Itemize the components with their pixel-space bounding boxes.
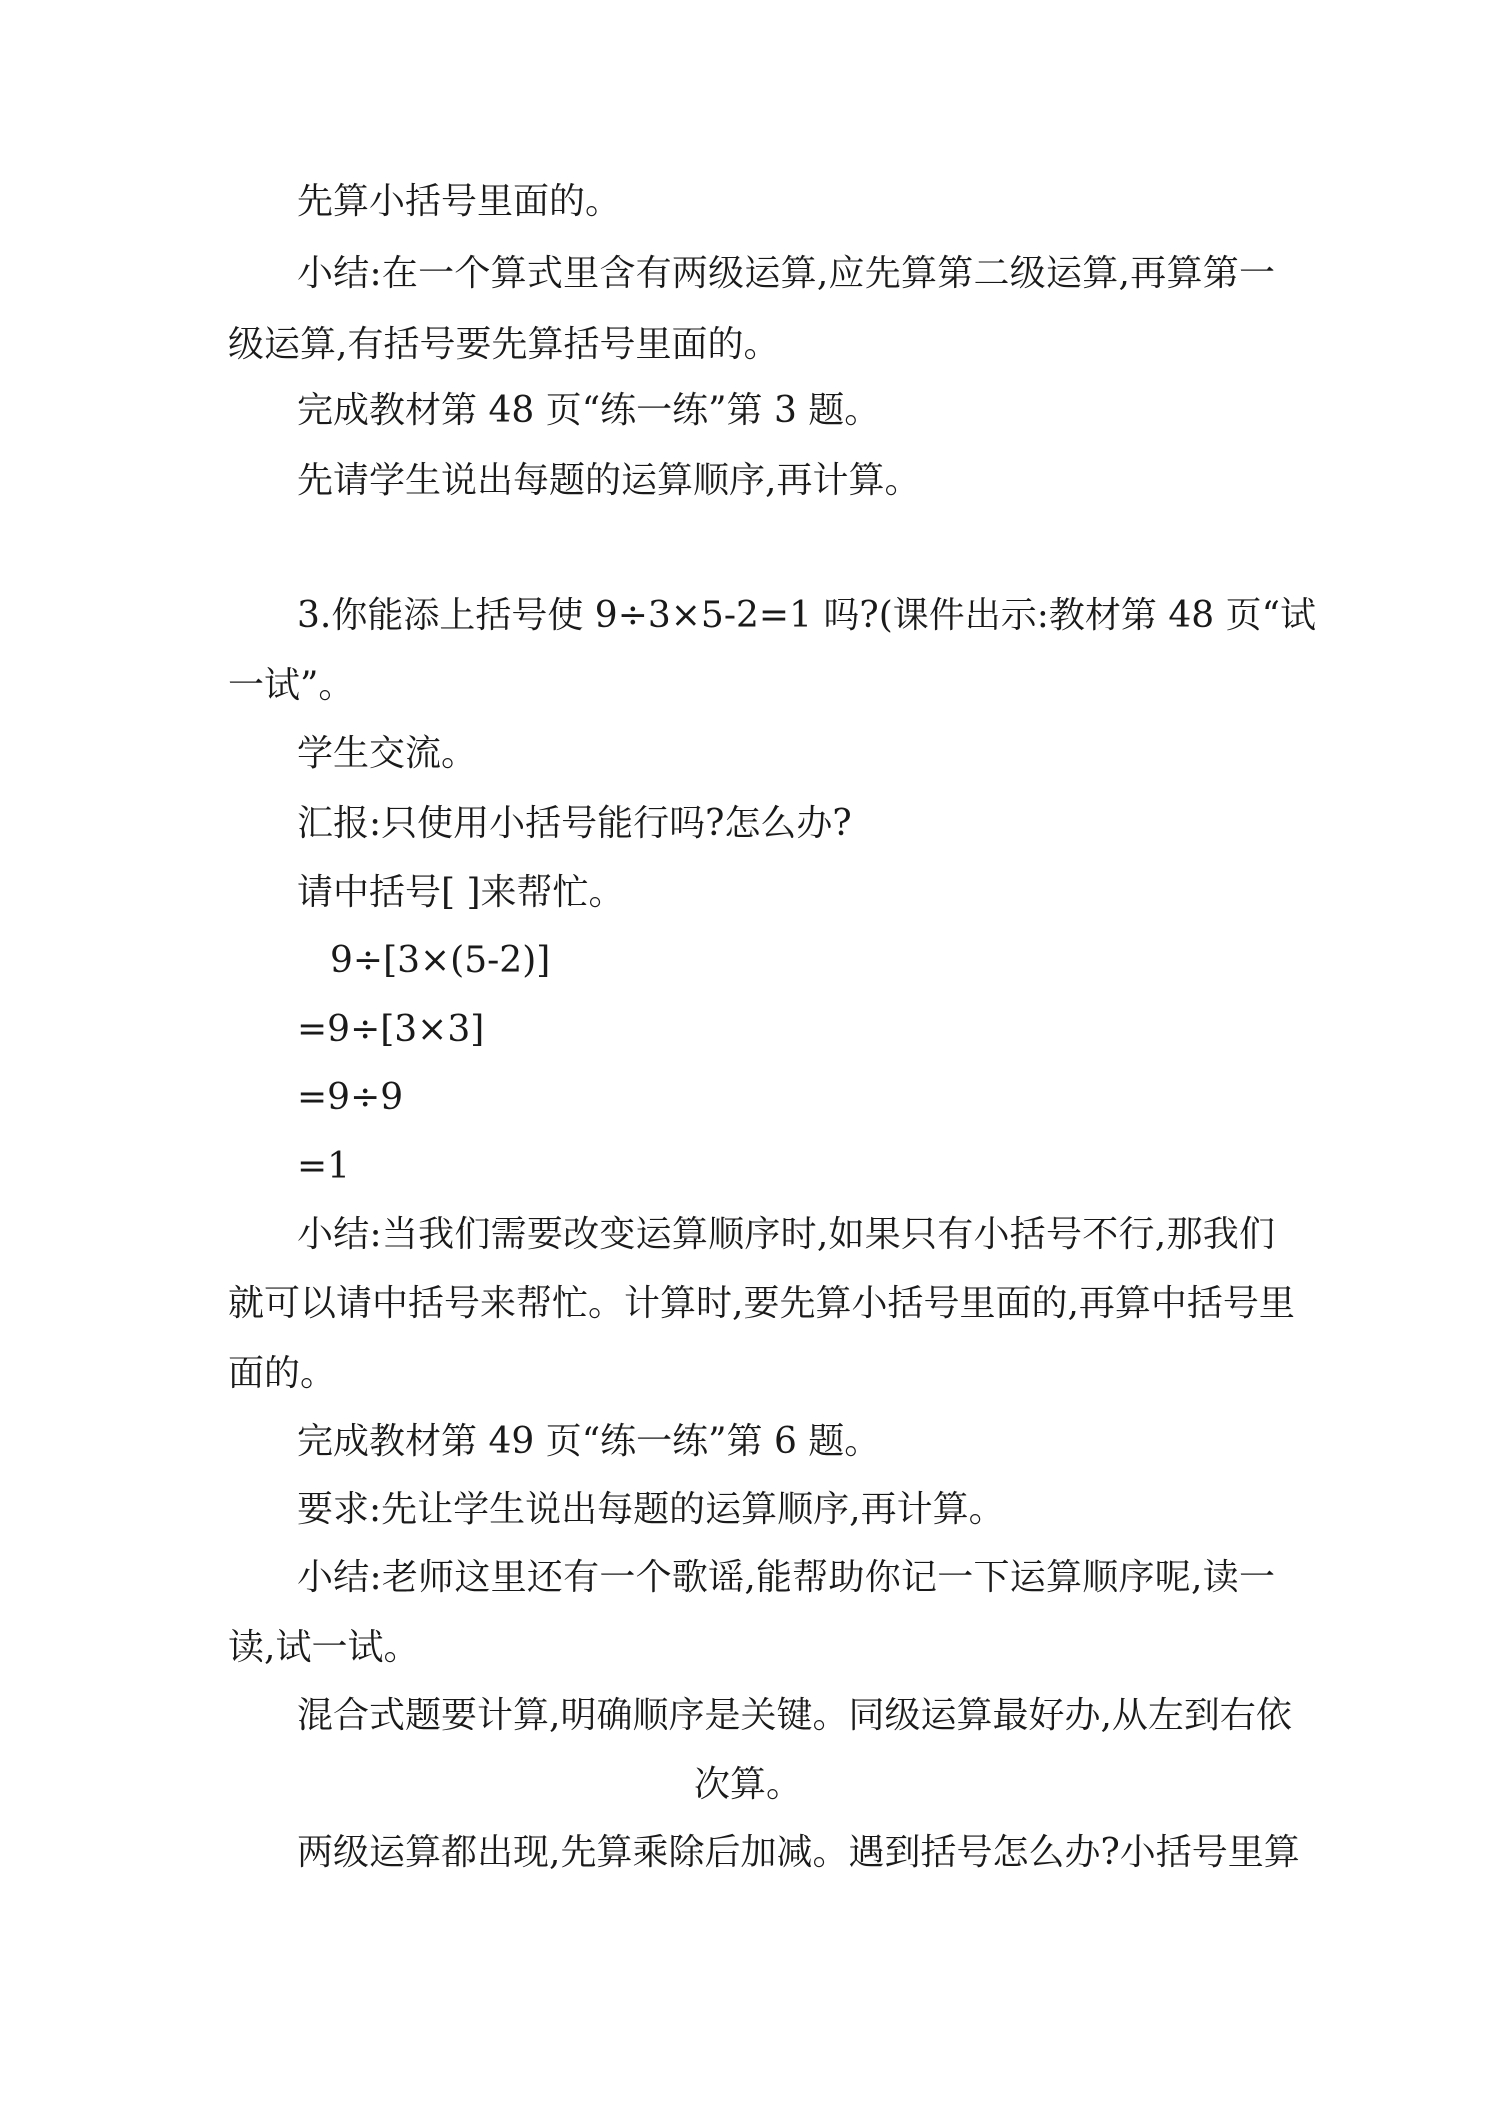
verse-line: 两级运算都出现,先算乘除后加减。遇到括号怎么办?小括号里算 xyxy=(297,1832,1300,1873)
paragraph-line: 汇报:只使用小括号能行吗?怎么办? xyxy=(297,803,852,844)
verse-line: 混合式题要计算,明确顺序是关键。同级运算最好办,从左到右依 xyxy=(297,1695,1292,1736)
math-step: =9÷9 xyxy=(297,1077,404,1118)
paragraph-line: 读,试一试。 xyxy=(228,1627,420,1668)
paragraph-line: 完成教材第 48 页“练一练”第 3 题。 xyxy=(297,390,881,431)
math-step: =1 xyxy=(297,1146,351,1187)
paragraph-line: 级运算,有括号要先算括号里面的。 xyxy=(228,324,780,365)
paragraph-line: 先算小括号里面的。 xyxy=(297,181,622,222)
paragraph-line: 一试”。 xyxy=(228,665,355,706)
paragraph-line: 小结:当我们需要改变运算顺序时,如果只有小括号不行,那我们 xyxy=(297,1214,1275,1255)
verse-line: 次算。 xyxy=(694,1764,803,1805)
paragraph-line: 面的。 xyxy=(228,1353,337,1394)
math-step: =9÷[3×3] xyxy=(297,1009,485,1050)
paragraph-line: 小结:老师这里还有一个歌谣,能帮助你记一下运算顺序呢,读一 xyxy=(297,1557,1275,1598)
paragraph-line: 要求:先让学生说出每题的运算顺序,再计算。 xyxy=(297,1489,1005,1530)
paragraph-line: 先请学生说出每题的运算顺序,再计算。 xyxy=(297,460,921,501)
paragraph-line: 3.你能添上括号使 9÷3×5-2=1 吗?(课件出示:教材第 48 页“试 xyxy=(297,595,1316,636)
paragraph-line: 学生交流。 xyxy=(297,733,478,774)
math-step: 9÷[3×(5-2)] xyxy=(330,940,551,981)
paragraph-line: 小结:在一个算式里含有两级运算,应先算第二级运算,再算第一 xyxy=(297,253,1275,294)
paragraph-line: 请中括号[ ]来帮忙。 xyxy=(297,872,625,913)
paragraph-line: 就可以请中括号来帮忙。计算时,要先算小括号里面的,再算中括号里 xyxy=(228,1283,1295,1324)
paragraph-line: 完成教材第 49 页“练一练”第 6 题。 xyxy=(297,1421,881,1462)
